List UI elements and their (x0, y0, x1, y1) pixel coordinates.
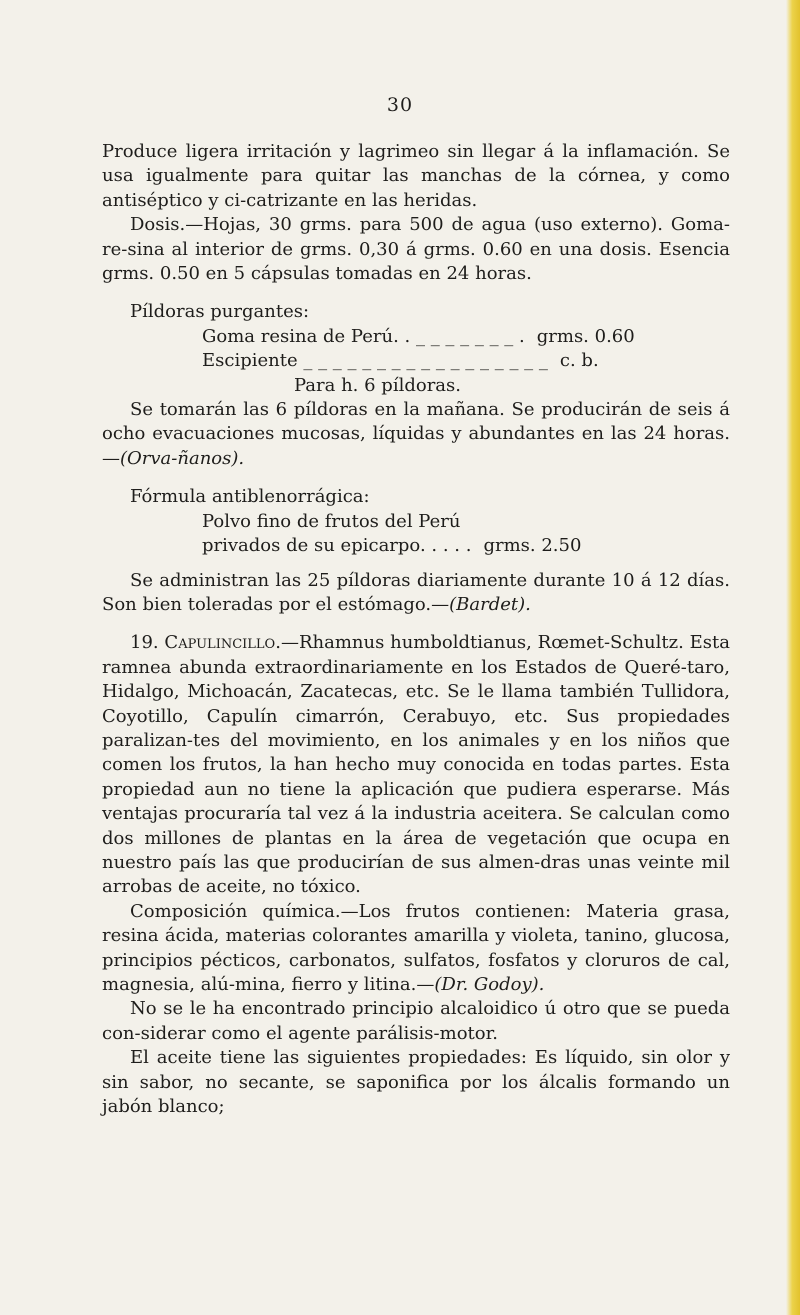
paragraph-dosis: Dosis.—Hojas, 30 grms. para 500 de agua (uso externo). Goma-re-sina al interior de grms. 0,30 á grms. 0.60 en una dosis. Esencia grms. 0.50 en 5 cápsulas tomadas en 24 horas. (102, 214, 730, 285)
prescription-item: Escipiente _ _ _ _ _ _ _ _ _ _ _ _ _ _ _ _ _ (202, 350, 548, 372)
paragraph-capulincillo (102, 631, 730, 899)
entry-text: —Rhamnus humboldtianus, Rœmet-Schultz. Esta ramnea abunda extraordinariamente en los Estados de Queré-taro, Hidalgo, Michoacán, Zacatecas, etc. Se le llama también Tullidora, Coyotillo, Capulín cimarrón, Cerabuyo, etc. Sus propiedades paralizan-tes del movimiento, en los animales y en los niños que comen los frutos, la han hecho muy conocida en todas partes. Esta propiedad aun no tiene la aplicación que pudiera esperarse. Más ventajas procuraría tal vez á la industria aceitera. Se calculan como dos millones de plantas en la área de vegetación que ocupa en nuestro país las que producirían de sus almen-dras unas veinte mil arrobas de aceite, no tóxico. (102, 632, 730, 898)
paragraph-tomaran-text: Se tomarán las 6 píldoras en la mañana. Se producirán de seis á ocho evacuaciones mucosas, líquidas y abundantes en las 24 horas. — (102, 399, 730, 469)
composicion-text: Composición química.—Los frutos contienen: Materia grasa, resina ácida, materias colorantes amarilla y violeta, tanino, glucosa, principios pécticos, carbonatos, sulfatos, fosfatos y cloruros de cal, magnesia, alú-mina, fierro y litina.— (102, 900, 730, 995)
page-number: 30 (386, 94, 414, 116)
paragraph-administran-text: Se administran las 25 píldoras diariamente durante 10 á 12 días. Son bien toleradas por el estómago.— (102, 569, 730, 615)
prescription-formula (102, 510, 730, 559)
prescription-line (202, 325, 730, 349)
prescription-note: Para h. 6 píldoras. (294, 374, 461, 396)
paragraph-administran (102, 569, 730, 618)
entry-heading: 19. Capulincillo. (130, 632, 281, 654)
prescription-item: Goma resina de Perú. . _ _ _ _ _ _ _ . (202, 325, 525, 347)
prescription-qty: grms. 0.60 (536, 325, 635, 347)
paragraph-alcaloide: No se le ha encontrado principio alcaloidico ú otro que se pueda con-siderar como el agente parálisis-motor. (102, 998, 730, 1044)
pills-title: Píldoras purgantes: (130, 301, 310, 323)
prescription-pills (102, 325, 730, 374)
prescription-line: Polvo fino de frutos del Perú (202, 510, 461, 532)
citation-bardet: (Bardet). (449, 593, 531, 615)
paragraph-tomaran (102, 398, 730, 471)
page-body (102, 140, 730, 1119)
prescription-line (202, 349, 730, 373)
prescription-item: privados de su epicarpo. . . . . (202, 535, 472, 557)
prescription-line (202, 534, 730, 558)
citation-orvananos: (Orva-ñanos). (120, 447, 245, 469)
formula-title: Fórmula antiblenorrágica: (130, 486, 370, 508)
paragraph-irritation: Produce ligera irritación y lagrimeo sin llegar á la inflamación. Se usa igualmente para quitar las manchas de la córnea, y como antiséptico y ci-catrizante en las heridas. (102, 141, 730, 211)
prescription-qty: grms. 2.50 (483, 535, 582, 557)
citation-godoy: (Dr. Godoy). (434, 974, 545, 995)
paragraph-aceite: El aceite tiene las siguientes propiedades: Es líquido, sin olor y sin sabor, no secante, se saponifica por los álcalis formando un jabón blanco; (102, 1047, 730, 1118)
paragraph-composicion (102, 900, 730, 998)
prescription-qty: c. b. (559, 350, 599, 372)
page-edge (786, 0, 800, 1315)
